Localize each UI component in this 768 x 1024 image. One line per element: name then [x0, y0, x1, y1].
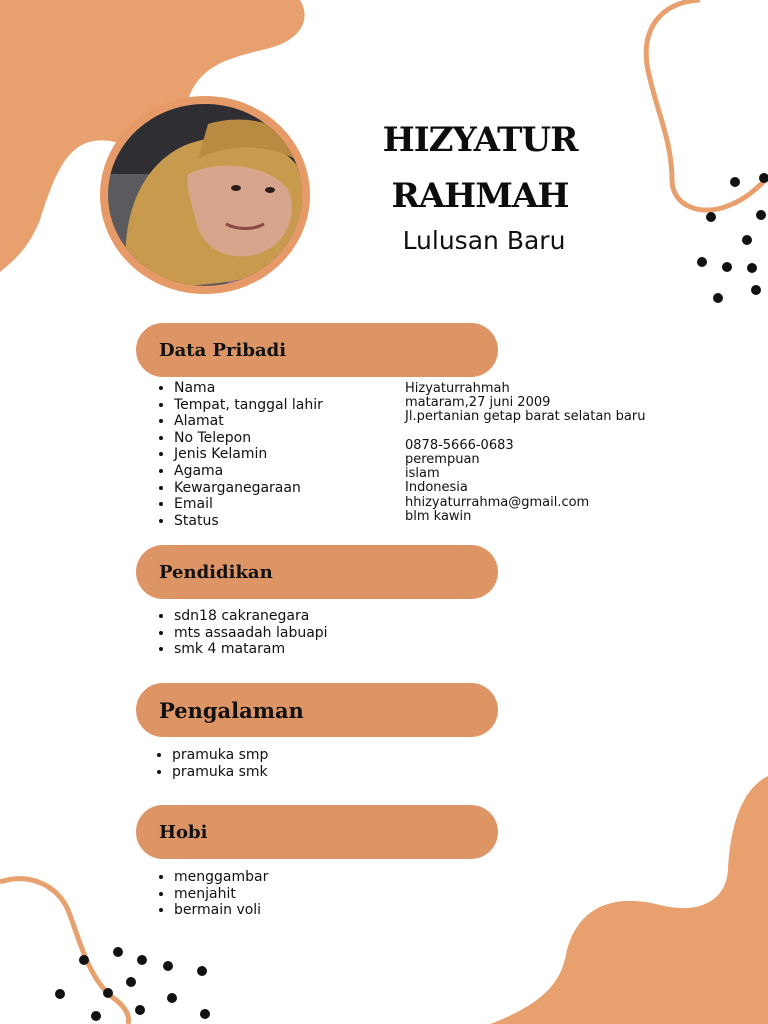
- section-header-hobi: [136, 805, 498, 859]
- subtitle: Lulusan Baru: [402, 226, 566, 255]
- education-list: [136, 608, 328, 658]
- list-item: • Kewarganegaraan: [174, 480, 323, 497]
- bottom-left-dots: [55, 947, 210, 1021]
- bottom-right-blob: [490, 776, 768, 1024]
- bottom-left-curve: [0, 879, 129, 1024]
- value-alamat: Jl.pertanian getap barat selatan baru: [405, 409, 646, 425]
- list-item: • Tempat, tanggal lahir: [174, 397, 323, 414]
- value-blank: [405, 425, 645, 439]
- section-header-pengalaman: [136, 683, 498, 737]
- value-telepon: 0878-5666-0683: [405, 437, 514, 453]
- value-status: blm kawin: [405, 508, 472, 524]
- section-title-data-pribadi: Data Pribadi: [159, 339, 287, 361]
- list-item: • bermain voli: [174, 902, 268, 919]
- personal-data-values: [405, 382, 645, 524]
- list-item: • Email: [174, 496, 323, 513]
- list-item: • menggambar: [174, 869, 268, 886]
- value-kewarganegaraan: Indonesia: [405, 480, 468, 496]
- value-nama: Hizyaturrahmah: [405, 381, 510, 396]
- list-item: • mts assaadah labuapi: [174, 625, 328, 642]
- experience-list: [134, 747, 268, 780]
- list-item: • smk 4 mataram: [174, 641, 328, 658]
- list-item: • Agama: [174, 463, 323, 480]
- value-jenis-kelamin: perempuan: [405, 451, 480, 467]
- section-title-hobi: Hobi: [159, 821, 208, 843]
- avatar: [108, 104, 302, 286]
- list-item: • pramuka smp: [172, 747, 268, 764]
- value-agama: islam: [405, 466, 440, 482]
- personal-data-labels: [136, 380, 323, 529]
- avatar-image: [108, 104, 302, 286]
- section-header-data-pribadi: [136, 323, 498, 377]
- section-title-pengalaman: Pengalaman: [159, 697, 304, 723]
- top-right-curve: [646, 0, 768, 210]
- list-item: • Alamat: [174, 413, 323, 430]
- list-item: • sdn18 cakranegara: [174, 608, 328, 625]
- section-title-pendidikan: Pendidikan: [159, 561, 273, 583]
- hobby-list: [136, 869, 268, 919]
- value-ttl: mataram,27 juni 2009: [405, 395, 551, 411]
- list-item: • Jenis Kelamin: [174, 446, 323, 463]
- list-item: • menjahit: [174, 886, 268, 903]
- name-line-1: HIZYATUR: [382, 120, 578, 160]
- top-right-dots: [697, 173, 768, 303]
- list-item: • Status: [174, 513, 323, 530]
- list-item: • pramuka smk: [172, 764, 268, 781]
- name-line-2: RAHMAH: [391, 176, 569, 216]
- page-title: [360, 112, 600, 224]
- section-header-pendidikan: [136, 545, 498, 599]
- value-email: hhizyaturrahma@gmail.com: [405, 494, 590, 510]
- list-item: • Nama: [174, 380, 323, 397]
- list-item: • No Telepon: [174, 430, 323, 447]
